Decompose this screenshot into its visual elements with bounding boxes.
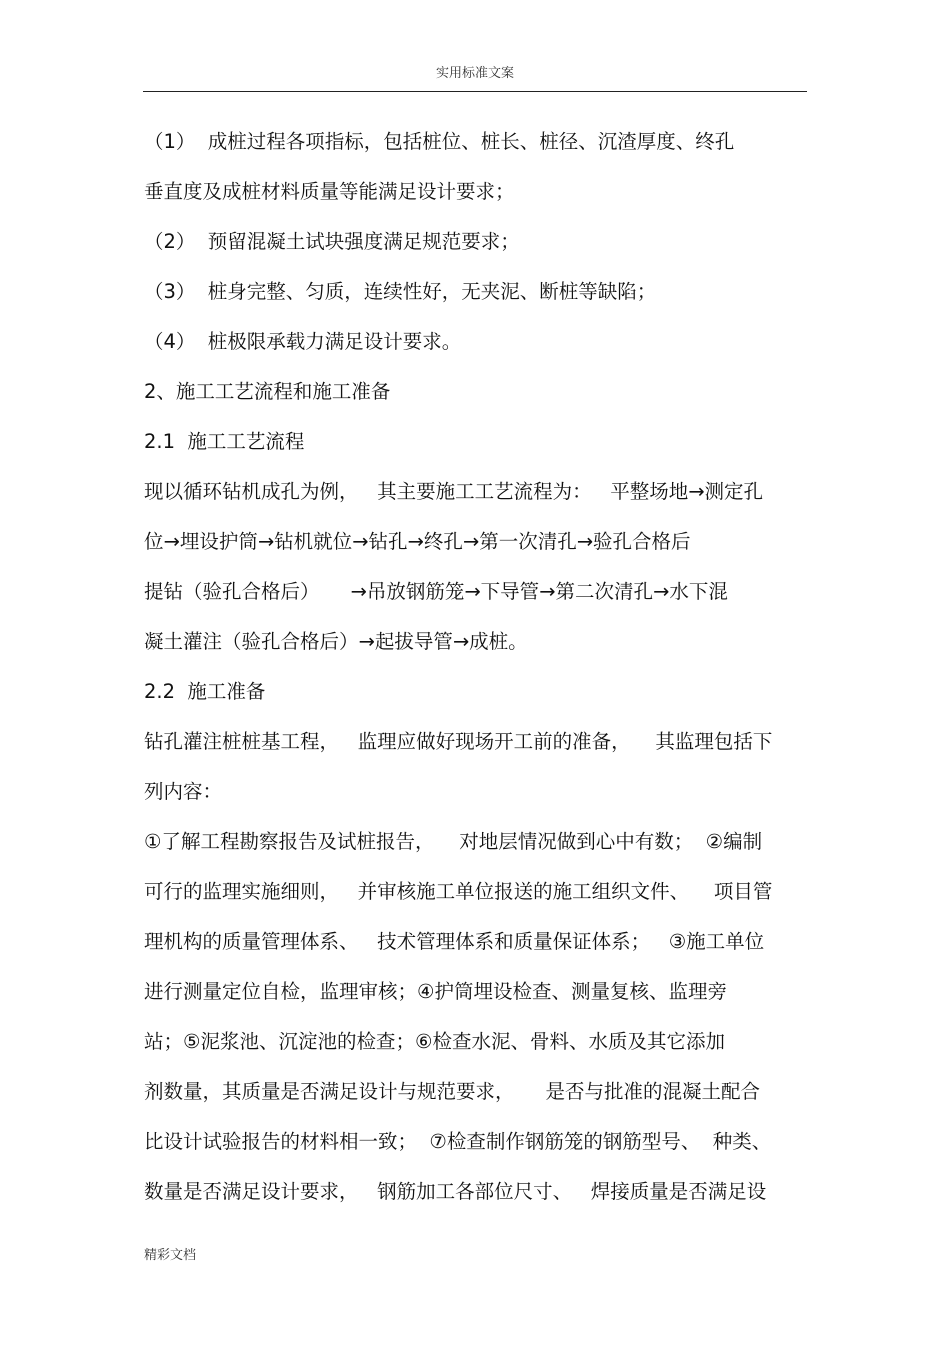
page-footer-text: 精彩文档 (144, 1248, 197, 1263)
text-line: 钻孔灌注桩桩基工程， 监理应做好现场开工前的准备， 其监理包括下 (144, 730, 773, 753)
text-line: ①了解工程勘察报告及试桩报告， 对地层情况做到心中有数； ②编制 (144, 830, 763, 853)
subsection-heading: 2.2 施工准备 (144, 680, 266, 703)
text-line: （4） 桩极限承载力满足设计要求。 (144, 330, 462, 353)
text-line: 凝土灌注（验孔合格后）→起拔导管→成桩。 (144, 630, 528, 653)
text-line: 现以循环钻机成孔为例， 其主要施工工艺流程为： 平整场地→测定孔 (144, 480, 764, 503)
text-line: 进行测量定位自检，监理审核；④护筒埋设检查、测量复核、监理旁 (144, 980, 727, 1003)
text-line: 剂数量，其质量是否满足设计与规范要求， 是否与批准的混凝土配合 (144, 1080, 760, 1103)
text-line: 站；⑤泥浆池、沉淀池的检查；⑥检查水泥、骨料、水质及其它添加 (144, 1030, 725, 1053)
subsection-heading: 2.1 施工工艺流程 (144, 430, 305, 453)
text-line: （3） 桩身完整、匀质，连续性好，无夹泥、断桩等缺陷； (144, 280, 657, 303)
text-line: （1） 成桩过程各项指标，包括桩位、桩长、桩径、沉渣厚度、终孔 (144, 130, 735, 153)
section-heading: 2、施工工艺流程和施工准备 (144, 380, 391, 403)
text-line: （2） 预留混凝土试块强度满足规范要求； (144, 230, 520, 253)
header-divider (143, 91, 807, 92)
text-line: 可行的监理实施细则， 并审核施工单位报送的施工组织文件、 项目管 (144, 880, 773, 903)
text-line: 位→埋设护筒→钻机就位→钻孔→终孔→第一次清孔→验孔合格后 (144, 530, 691, 553)
text-line: 垂直度及成桩材料质量等能满足设计要求； (144, 180, 515, 203)
text-line: 列内容： (144, 780, 223, 803)
text-line: 比设计试验报告的材料相一致； ⑦检查制作钢筋笼的钢筋型号、 种类、 (144, 1130, 772, 1153)
page-header-title: 实用标准文案 (435, 66, 514, 81)
text-line: 数量是否满足设计要求， 钢筋加工各部位尺寸、 焊接质量是否满足设 (144, 1180, 767, 1203)
text-line: 理机构的质量管理体系、 技术管理体系和质量保证体系； ③施工单位 (144, 930, 765, 953)
text-line: 提钻（验孔合格后） →吊放钢筋笼→下导管→第二次清孔→水下混 (144, 580, 728, 603)
